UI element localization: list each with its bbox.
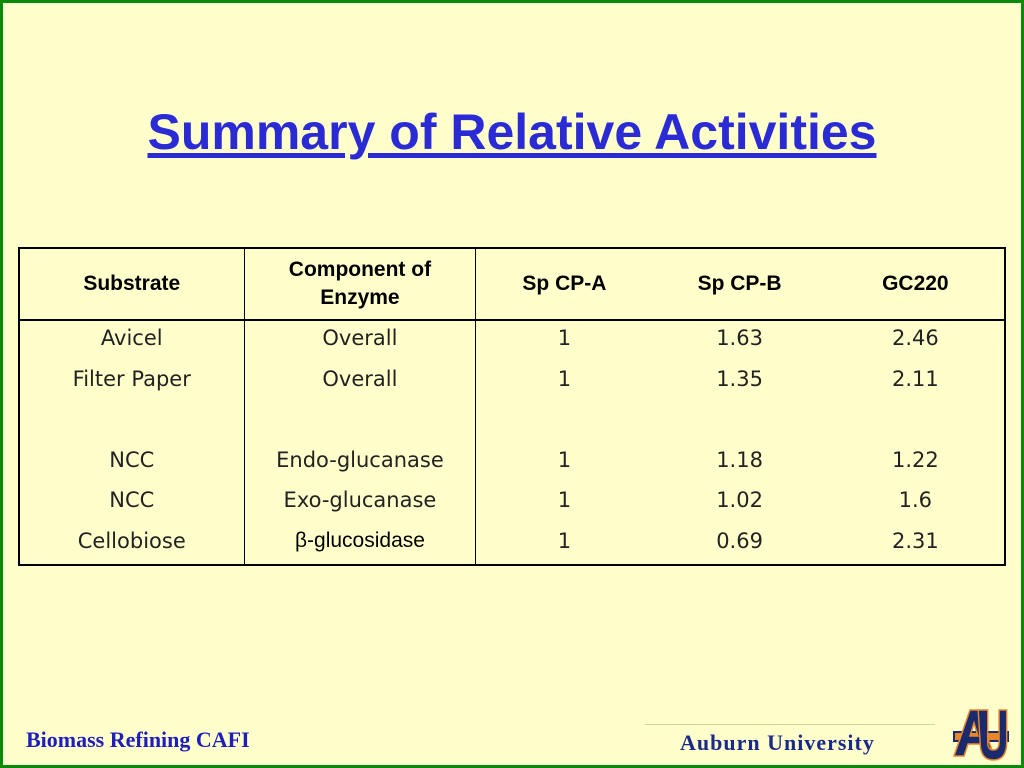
cell-sp-cp-a: 1 [557, 366, 572, 391]
cell-sp-cp-b: 1.63 [716, 326, 763, 350]
cell-substrate: NCC [19, 483, 244, 524]
cell-gc220: 2.31 [891, 528, 939, 553]
cell-gc220: 1.6 [898, 488, 933, 512]
table-row [19, 320, 1005, 362]
footer-university-name: Auburn University [680, 730, 875, 755]
cell-sp-cp-a [476, 402, 653, 443]
cell-component: β-glucosidase [244, 524, 476, 566]
table-row [19, 524, 1005, 566]
cell-sp-cp-b: 1.35 [716, 366, 763, 391]
cell-sp-cp-a: 1 [557, 488, 572, 512]
header-component: Component of Enzyme [244, 248, 476, 320]
cell-substrate [19, 402, 244, 443]
table-row [19, 483, 1005, 524]
cell-gc220 [827, 402, 1005, 443]
footer-program-name: Biomass Refining CAFI [26, 727, 250, 752]
slide-title: Summary of Relative Activities [147, 104, 877, 160]
header-substrate: Substrate [19, 248, 244, 320]
cell-sp-cp-a: 1 [557, 528, 572, 553]
cell-gc220: 1.22 [891, 447, 939, 472]
cell-substrate: NCC [19, 443, 244, 484]
cell-component: Overall [244, 320, 476, 362]
cell-gc220: 2.11 [891, 366, 939, 391]
cell-component: Endo-glucanase [244, 443, 476, 484]
cell-sp-cp-b: 0.69 [716, 528, 763, 553]
cell-gc220: 2.46 [891, 326, 939, 350]
footer-divider [645, 724, 935, 725]
table-row-spacer [19, 402, 1005, 443]
cell-sp-cp-b: 1.18 [716, 447, 763, 472]
table-row [19, 362, 1005, 403]
auburn-logo-icon [948, 706, 1014, 764]
activities-table [18, 247, 1006, 566]
cell-substrate: Filter Paper [19, 362, 244, 403]
table-row [19, 443, 1005, 484]
cell-sp-cp-b: 1.02 [716, 488, 763, 512]
table-header-row [19, 248, 1005, 320]
header-sp-cp-b: Sp CP-B [652, 248, 826, 320]
cell-sp-cp-b [652, 402, 826, 443]
header-sp-cp-a: Sp CP-A [476, 248, 653, 320]
cell-substrate: Cellobiose [19, 524, 244, 566]
header-gc220: GC220 [827, 248, 1005, 320]
cell-sp-cp-a: 1 [557, 326, 572, 350]
cell-component: Overall [244, 362, 476, 403]
cell-substrate: Avicel [19, 320, 244, 362]
cell-component [244, 402, 476, 443]
cell-component: Exo-glucanase [244, 483, 476, 524]
cell-sp-cp-a: 1 [557, 447, 572, 472]
